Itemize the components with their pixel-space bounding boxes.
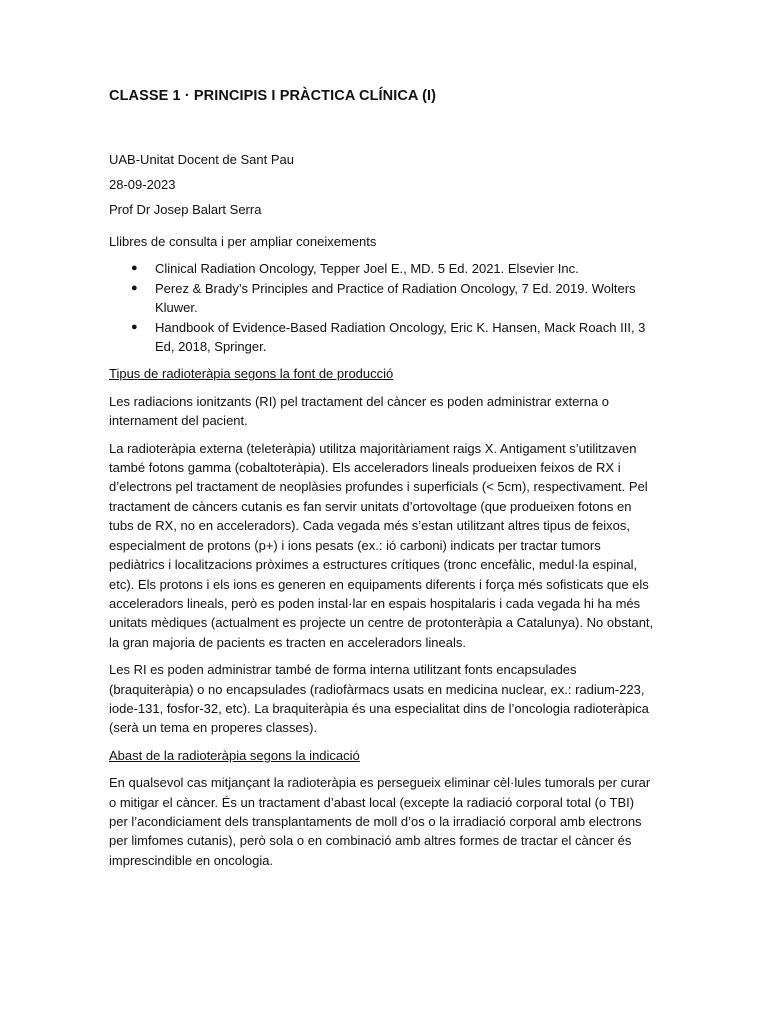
book-item-text: Handbook of Evidence-Based Radiation Oncology, Eric K. Hansen, Mack Roach III, 3 Ed, 2018, Springer. xyxy=(155,319,646,355)
paragraph: Les radiacions ionitzants (RI) pel tractament del càncer es poden administrar externa o internament del pacient. xyxy=(109,393,610,429)
books-list xyxy=(109,259,654,356)
paragraph: La radioteràpia externa (teleteràpia) utilitza majoritàriament raigs X. Antigament s’utilitzaven també fotons gamma (cobaltoteràpia). Els acceleradors lineals produeixen feixos de RX i d’electrons pel tractament de neoplàsies profundes i superficials (< 5cm), respectivament. Pel tractament de càncers cutanis es fan servir unitats d’ortovoltage (que produeixen fotons en tubs de RX, no en acceleradors). Cada vegada més s’estan utilitzant altres tipus de feixos, especialment de protons (p+) i ions pesats (ex.: ió carboni) indicats per tractar tumors pediàtrics i localitzacions pròximes a estructures crítiques (tronc encefàlic, medul·la espinal, etc). Els protons i els ions es generen en equipaments diferents i força més sofisticats que els acceleradors lineals, però es poden instal·lar en espais hospitalaris i cada vegada hi ha més unitats mèdiques (actualment es projecte un centre de protonteràpia a Catalunya). No obstant, la gran majoria de pacients es tracten en acceleradors lineals. xyxy=(109,440,654,650)
books-intro: Llibres de consulta i per ampliar coneixements xyxy=(109,234,377,249)
paragraph: En qualsevol cas mitjançant la radioteràpia es persegueix eliminar cèl·lules tumorals per curar o mitigar el càncer. És un tractament d’abast local (excepte la radiació corporal total (o TBI) per l’acondiciament dels transplantaments de moll d’os o la irradiació corporal amb electrons per limfomes cutanis), però sola o en combinació amb altres formes de tractar el càncer és imprescindible en oncologia. xyxy=(109,775,651,868)
bullet-icon: ● xyxy=(131,262,138,275)
list-item xyxy=(109,318,654,357)
list-item xyxy=(109,279,654,318)
institution-line: UAB-Unitat Docent de Sant Pau xyxy=(109,152,294,167)
document-title: CLASSE 1 · PRINCIPIS I PRÀCTICA CLÍNICA (I) xyxy=(109,88,437,104)
bullet-icon: ● xyxy=(131,320,138,333)
section-heading-indication: Abast de la radioteràpia segons la indicació xyxy=(109,747,360,763)
document-page xyxy=(109,85,654,870)
date-line: 28-09-2023 xyxy=(109,177,176,192)
paragraph: Les RI es poden administrar també de forma interna utilitzant fonts encapsulades (braquiteràpia) o no encapsulades (radiofàrmacs usats en medicina nuclear, ex.: radium-223, iode-131, fosfor-32, etc). La braquiteràpia és una especialitat dins de l’oncologia radioteràpica (serà un tema en properes classes). xyxy=(109,662,649,736)
section-heading-production: Tipus de radioteràpia segons la font de producció xyxy=(109,366,394,382)
list-item xyxy=(109,259,654,278)
professor-line: Prof Dr Josep Balart Serra xyxy=(109,202,262,217)
book-item-text: Perez & Brady’s Principles and Practice of Radiation Oncology, 7 Ed. 2019. Wolters Kluwer. xyxy=(155,280,636,316)
book-item-text: Clinical Radiation Oncology, Tepper Joel E., MD. 5 Ed. 2021. Elsevier Inc. xyxy=(155,261,579,277)
bullet-icon: ● xyxy=(131,281,138,294)
document-meta xyxy=(109,147,654,222)
